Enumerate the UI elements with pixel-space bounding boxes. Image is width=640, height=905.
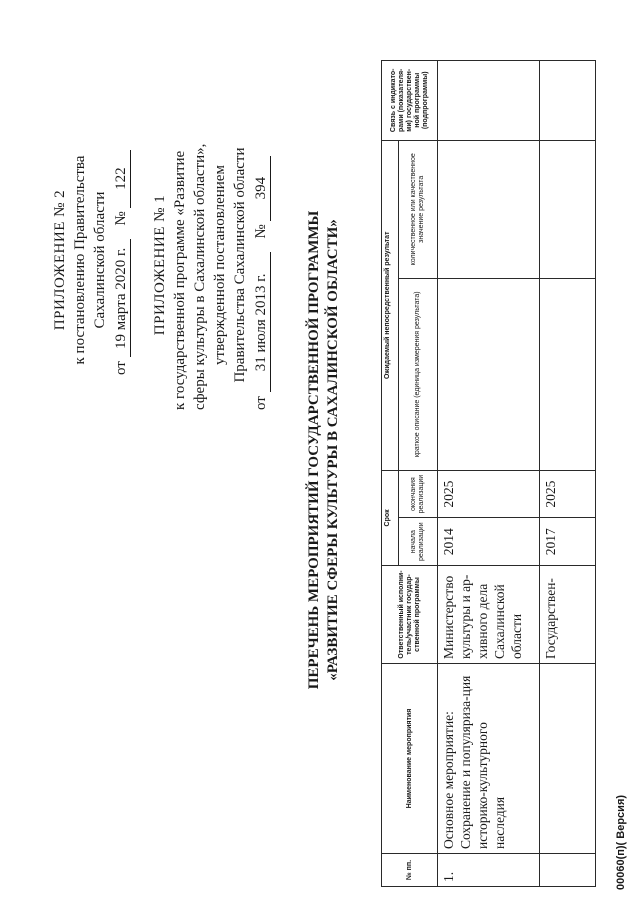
row1-result-desc bbox=[438, 278, 540, 470]
header-link: Связь с индикато-рами (показателя-ми) государствен-ной программы (подпрограммы) bbox=[382, 60, 438, 140]
appendix-1-from: от bbox=[253, 396, 269, 410]
appendix-2-heading: ПРИЛОЖЕНИЕ № 2 bbox=[52, 189, 68, 331]
appendix-2-date-line bbox=[111, 145, 131, 375]
appendix-1-heading: ПРИЛОЖЕНИЕ № 1 bbox=[152, 194, 168, 336]
table-row bbox=[540, 60, 596, 886]
appendix-1-line2: сферы культуры в Сахалинской области», bbox=[192, 143, 208, 410]
appendix-1-line1: к государственной программе «Развитие bbox=[172, 150, 188, 410]
title-line1: ПЕРЕЧЕНЬ МЕРОПРИЯТИЙ ГОСУДАРСТВЕННОЙ ПРОГРАММЫ bbox=[306, 210, 322, 690]
document-version-footer: 00060(п)( Версия) bbox=[615, 794, 627, 890]
row2-start: 2017 bbox=[540, 518, 596, 566]
row1-name: Основное мероприятие: Сохранение и популяриза-ция историко-культурного наследия bbox=[438, 664, 540, 854]
table-row bbox=[438, 60, 540, 886]
row1-num: 1. bbox=[438, 854, 540, 887]
row2-link bbox=[540, 60, 596, 140]
row1-start: 2014 bbox=[438, 518, 540, 566]
appendix-2-no-sign: № bbox=[113, 211, 129, 226]
header-result: Ожидаемый непосредственный результат bbox=[382, 140, 399, 470]
appendix-1-block bbox=[150, 120, 271, 410]
appendix-2-line1: к постановлению Правительства bbox=[72, 155, 88, 365]
measures-table bbox=[381, 60, 596, 887]
table-header-row bbox=[382, 60, 399, 886]
row2-name bbox=[540, 664, 596, 854]
appendix-2-line2: Сахалинской области bbox=[92, 191, 108, 329]
title-line2: «РАЗВИТИЕ СФЕРЫ КУЛЬТУРЫ В САХАЛИНСКОЙ ОБЛАСТИ» bbox=[325, 219, 341, 681]
header-num: № пп. bbox=[382, 854, 438, 887]
row2-num bbox=[540, 854, 596, 887]
appendix-1-date-line bbox=[251, 120, 271, 410]
header-result-desc: краткое описание (единица измерения результата) bbox=[399, 278, 438, 470]
appendix-1-number: 394 bbox=[252, 156, 271, 221]
row1-end: 2025 bbox=[438, 470, 540, 518]
row1-link bbox=[438, 60, 540, 140]
header-executor: Ответственный исполни-тель/участник государ-ственной программы bbox=[382, 566, 438, 664]
row1-result-value bbox=[438, 140, 540, 278]
appendix-2-from: от bbox=[113, 361, 129, 375]
row2-end: 2025 bbox=[540, 470, 596, 518]
appendix-2-date: 19 марта 2020 г. bbox=[112, 239, 131, 357]
row2-result-value bbox=[540, 140, 596, 278]
header-term-end: окончания реализации bbox=[399, 470, 438, 518]
appendix-1-no-sign: № bbox=[253, 224, 269, 239]
appendix-2-block bbox=[50, 145, 131, 375]
header-term-start: начала реализации bbox=[399, 518, 438, 566]
appendix-1-line3: утвержденной постановлением bbox=[212, 165, 228, 365]
header-term: Срок bbox=[382, 470, 399, 565]
row2-executor: Государствен- bbox=[540, 566, 596, 664]
appendix-1-date: 31 июля 2013 г. bbox=[252, 252, 271, 392]
row1-executor: Министерство культуры и ар-хивного дела Сахалинской области bbox=[438, 566, 540, 664]
header-name: Наименование мероприятия bbox=[382, 664, 438, 854]
appendix-1-line4: Правительства Сахалинской области bbox=[232, 147, 248, 383]
row2-result-desc bbox=[540, 278, 596, 470]
document-title bbox=[305, 210, 343, 690]
appendix-2-number: 122 bbox=[112, 150, 131, 208]
header-result-value: количественное или качественное значение результата bbox=[399, 140, 438, 278]
